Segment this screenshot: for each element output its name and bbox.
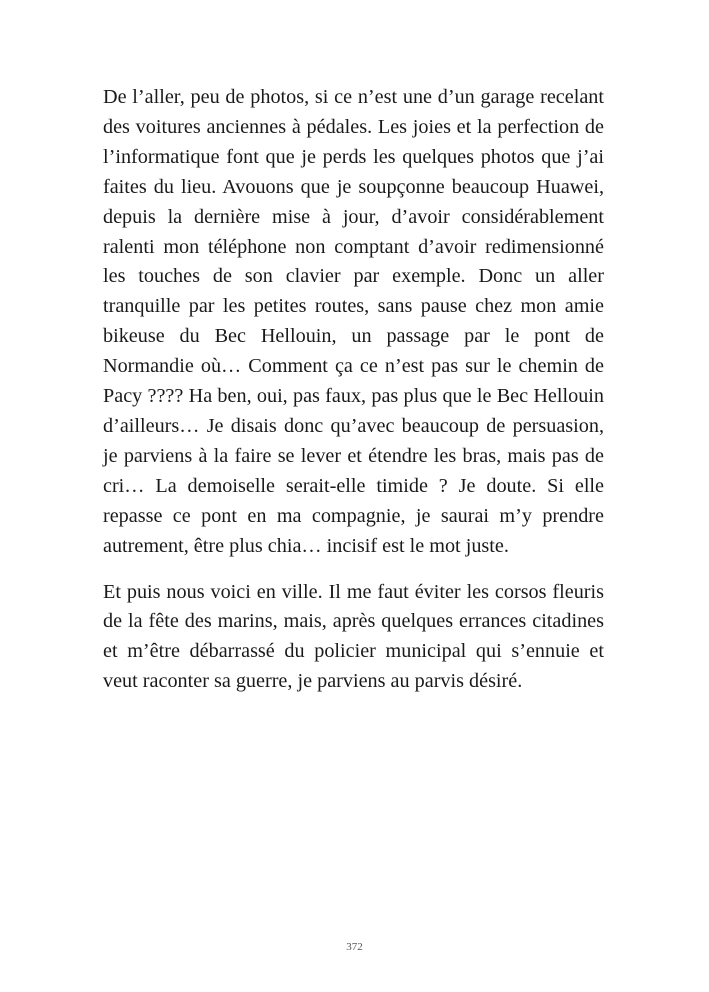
- page-number: 372: [346, 941, 363, 953]
- paragraph-2: Et puis nous voici en ville. Il me faut éviter les corsos fleuris de la fête des marins, mais, après quelques errances citadines et m’être débarrassé du policier municipal qui s’ennuie et veut raconter sa guerre, je parviens au parvis désiré.: [103, 580, 604, 693]
- page-body: [103, 83, 604, 697]
- paragraph-1: De l’aller, peu de photos, si ce n’est une d’un garage recelant des voitures anciennes à pédales. Les joies et la perfection de l’informatique font que je perds les quelques photos que j’ai faites du lieu. Avouons que je soupçonne beaucoup Huawei, depuis la dernière mise à jour, d’avoir considérablement ralenti mon téléphone non comptant d’avoir redimensionné les touches de son clavier par exemple. Donc un aller tranquille par les petites routes, sans pause chez mon amie bikeuse du Bec Hellouin, un passage par le pont de Normandie où… Comment ça ce n’est pas sur le chemin de Pacy ???? Ha ben, oui, pas faux, pas plus que le Bec Hellouin d’ailleurs… Je disais donc qu’avec beaucoup de persuasion, je parviens à la faire se lever et étendre les bras, mais pas de cri… La demoiselle serait-elle timide ? Je doute. Si elle repasse ce pont en ma compagnie, je saurai m’y prendre autrement, être plus chia… incisif est le mot juste.: [103, 86, 604, 557]
